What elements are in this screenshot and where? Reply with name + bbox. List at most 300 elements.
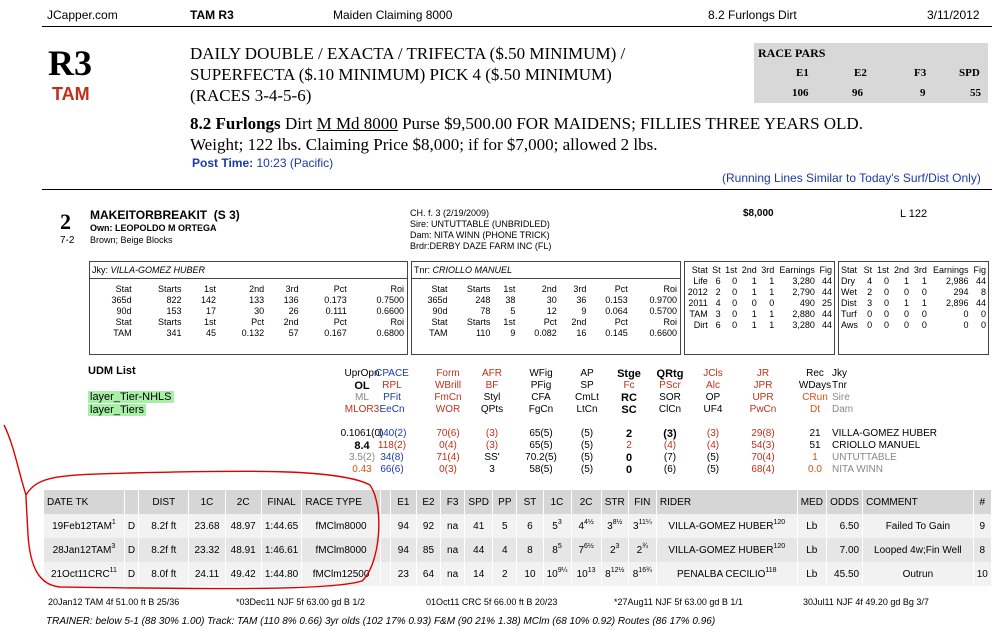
pp-value: Lb [806,520,818,532]
pp-header-cell: F3 [441,490,465,514]
pp-header-cell: E1 [390,490,416,514]
stats-cell: Roi [663,283,677,294]
pp-cell [601,538,628,562]
factor-value: AFR [482,368,502,379]
pp-superscript: 12½ [610,566,625,574]
factor-value: EeCn [379,404,405,415]
stats-cell: Fig [973,264,986,275]
stats-cell: 0 [963,308,969,319]
stats-cell: 0 [904,319,910,330]
factor-value: Form [436,368,460,379]
pp-header-cell: FIN [628,490,656,514]
stats-cell: 5 [510,305,516,316]
pp-superscript: 13 [587,566,596,574]
stats-cell: 365d [111,294,132,305]
horse-name: MAKEITORBREAKIT [90,208,208,222]
factor-value: 118(2) [377,440,407,451]
stats-row [839,275,988,286]
surface-stats-table [839,264,988,330]
factor-value: 140(2) [377,428,407,439]
pp-value-group [607,518,623,532]
stats-cell: 1 [751,319,757,330]
pp-value: 4 [502,544,508,556]
stats-cell: 0 [883,319,889,330]
stats-cell: 0 [732,297,738,308]
pp-cell [571,538,601,562]
pp-cell [827,514,863,538]
pp-value: 8.2f ft [151,520,177,532]
pp-value: 14 [473,568,485,580]
race-id: TAM R3 [190,8,234,22]
stats-cell: 57 [288,327,299,338]
owner: Own: LEOPOLDO M ORTEGA [90,223,217,233]
trainer-stats-box [411,261,681,355]
stats-row [839,297,988,308]
stats-cell: Stat [691,264,708,275]
factor-value: Stge [617,368,641,380]
stats-cell: 248 [475,294,491,305]
pp-cell [797,562,826,586]
udm-item[interactable]: layer_Tier-NHLS [90,391,172,403]
stats-cell: 1 [921,297,927,308]
race-pars-title: RACE PARS [758,46,826,60]
pp-cell [827,538,863,562]
stats-cell: 2011 [688,297,708,308]
stats-cell: Starts [157,316,182,327]
pp-value: D [127,544,136,556]
pp-value: 85 [422,544,435,556]
pp-cell [465,562,493,586]
stats-cell: Dist [841,297,857,308]
factor-value: 0.1061(0) [340,428,384,439]
pp-value-group [633,518,652,532]
factor-value: 70.2(5) [525,452,557,463]
stats-cell: 0 [921,286,927,297]
workout: 30Jul11 NJF 4f 49.20 gd Bg 3/7 [803,597,929,607]
factor-value: 0 [625,452,633,464]
pp-value: 3 [633,520,639,532]
record-stats-table [685,264,834,330]
sire: Sire: UNTUTTABLE (UNBRIDLED) [410,219,550,229]
stats-cell: 0 [732,275,738,286]
factor-value: 2 [625,428,633,440]
factor-value: JPR [753,380,773,391]
pp-value-group [578,542,594,556]
workout: *27Aug11 NJF 5f 63.00 gd B 1/1 [614,597,743,607]
stats-cell: St [712,264,721,275]
stats-cell: Turf [841,308,857,319]
section-rule [42,189,992,190]
par-header: E1 [796,67,809,79]
stats-cell: Pct [333,316,347,327]
stats-cell: 1st [203,316,216,327]
factor-value: 51 [809,440,821,451]
pp-value: fMClm8000 [315,544,367,556]
stats-cell: 2,790 [792,286,815,297]
pp-value: 10 [576,568,588,580]
factor-value: 65(5) [529,440,553,451]
pp-superscript: 8½ [612,518,623,526]
stats-cell: 8 [980,286,986,297]
pp-value: D [127,568,136,580]
factor-value: NITA WINN [832,464,883,475]
stats-cell: 0.9700 [649,294,677,305]
stats-cell: Stat [431,316,448,327]
stats-row [90,316,406,327]
factor-value: 1 [812,452,818,463]
stats-cell: TAM [429,327,448,338]
factor-value: FmCn [434,392,462,403]
pp-cell [656,514,797,538]
pp-value: 92 [422,520,435,532]
pp-value-group [668,542,786,556]
stats-cell: Starts [157,283,182,294]
stats-cell: 0 [883,308,889,319]
pp-value: 21Oct11CRC [50,568,110,580]
pp-value: Failed To Gain [885,520,950,532]
factor-value: UPR [752,392,774,403]
stats-cell: 0 [732,286,738,297]
red-circle-annotation [0,415,390,595]
pp-superscript: 4½ [584,518,594,526]
factor-value: 34(8) [380,452,404,463]
claim-price: $8,000 [743,208,774,219]
trainer-stats-line: TRAINER: below 5-1 (88 30% 1.00) Track: TAM (110 8% 0.66) 3yr olds (102 17% 0.93) F&M (90 21% 1.38) MClm (68 10% 0.92) Routes (86 17% 0.96) [46,616,716,627]
condition-surface: Dirt [284,114,313,133]
stats-cell: 133 [249,294,265,305]
stats-cell: 44 [821,286,832,297]
stats-cell: 30 [546,294,557,305]
factor-value: 65(5) [529,428,553,439]
factor-value: RPL [382,380,402,391]
stats-cell: 1 [921,275,927,286]
stats-cell: 0 [904,286,910,297]
weight: L 122 [900,208,928,220]
pp-value: na [447,568,459,580]
jockey-stats-table [90,283,406,338]
stats-row [412,305,679,316]
pp-value: 44 [473,544,485,556]
factor-value: VILLA-GOMEZ HUBER [832,428,938,439]
stats-cell: 0.7500 [376,294,404,305]
pp-value: 8 [552,544,558,556]
stats-cell: 0 [883,286,889,297]
stats-cell: 9 [581,305,587,316]
pp-cell [517,538,543,562]
factor-value: 29(8) [751,428,775,439]
stats-cell: Earnings [779,264,815,275]
pp-cell [493,538,517,562]
pp-value: na [447,544,459,556]
stats-cell: 0.167 [324,327,347,338]
stats-cell: Life [693,275,708,286]
race-pars [754,43,988,103]
stats-cell: 3rd [285,283,299,294]
par-header: F3 [914,67,927,79]
pp-superscript: 3 [557,518,562,526]
factor-value: Alc [706,380,720,391]
stats-row [685,286,834,297]
wager-line: (RACES 3-4-5-6) [190,86,312,105]
stats-cell: 2,986 [946,275,969,286]
pp-value: 94 [397,544,409,556]
stats-cell: Stat [431,283,448,294]
pp-cell [543,562,571,586]
stats-cell: 0.132 [241,327,265,338]
stats-cell: 3rd [913,264,927,275]
factor-value: 3 [489,464,495,475]
wager-line: SUPERFECTA ($.10 MINIMUM) PICK 4 ($.50 MINIMUM) [190,65,612,84]
pp-cell [517,514,543,538]
stats-cell: 1st [503,283,516,294]
stats-cell: 3 [867,297,873,308]
stats-cell: 2 [867,286,873,297]
stats-cell: 0 [883,297,889,308]
stats-cell: 9 [510,327,516,338]
stats-cell: 822 [166,294,182,305]
factor-value: PScr [659,380,681,391]
dam: Dam: NITA WINN (PHONE TRICK) [410,230,550,240]
pp-cell [628,538,656,562]
stats-row [685,264,834,275]
par-value: 9 [920,87,926,99]
stats-cell: Dry [841,275,855,286]
site-name: JCapper.com [47,8,118,22]
stats-cell: Pct [251,316,265,327]
stats-cell: 4 [715,297,721,308]
jockey-label: Jky: [92,265,109,275]
stats-cell: 0 [980,319,986,330]
pp-value: 49.42 [230,568,256,580]
factor-value: SS' [484,452,500,463]
pp-header-cell: STR [601,490,628,514]
pp-value: D [127,520,136,532]
pp-value: 24.11 [194,568,220,580]
pp-value: 7.00 [839,544,860,556]
factor-value: ML [355,392,369,403]
stats-cell: 1 [751,275,757,286]
stats-cell: Aws [841,319,858,330]
pp-superscript: 6½ [584,542,594,550]
stats-row [839,308,988,319]
pp-value: PENALBA CECILIO [677,568,766,580]
stats-cell: 6 [715,275,721,286]
stats-cell: 365d [427,294,448,305]
pp-value: 1:44.80 [264,568,299,580]
stats-cell: 2,896 [946,297,969,308]
pp-value: 5 [502,520,508,532]
pp-value: 8.0f ft [151,568,177,580]
factor-value: PwCn [749,404,777,415]
breeding: CH. f. 3 (2/19/2009) [410,208,490,218]
pp-value: VILLA-GOMEZ HUBER [668,544,774,556]
stats-cell: 0.153 [605,294,628,305]
stats-cell: Pct [614,283,628,294]
factor-value: CmLt [575,392,599,403]
pp-cell [543,514,571,538]
factor-value: (3) [485,440,499,451]
pp-value: na [447,520,459,532]
pp-cell [628,562,656,586]
stats-cell: 17 [205,305,216,316]
pp-value: 64 [422,568,435,580]
pp-cell [797,514,826,538]
pp-cell [493,562,517,586]
factor-value: (5) [580,464,594,475]
factor-value: (4) [706,440,720,451]
pp-value: 41 [473,520,485,532]
stats-cell: 0.145 [605,327,628,338]
pp-superscript: 3 [615,542,620,550]
pp-value-group [552,542,562,556]
stats-row [839,264,988,275]
stats-cell: 0.6600 [649,327,677,338]
factor-value: CRun [802,392,828,403]
factor-value: Dt [810,404,820,415]
factor-value: WOR [435,404,461,415]
pp-value: Outrun [902,568,934,580]
udm-item[interactable]: layer_Tiers [90,404,144,416]
pp-cell [543,538,571,562]
jockey-row [90,262,407,279]
stats-cell: 90d [116,305,132,316]
stats-cell: Pct [543,316,557,327]
stats-row [685,308,834,319]
stats-cell: 2nd [283,316,299,327]
stats-cell: 0 [732,308,738,319]
pp-cell [601,514,628,538]
race-conditions [190,113,980,155]
pp-header-cell: DIST [139,490,189,514]
factor-value: CPACE [375,368,409,379]
stats-row [90,294,406,305]
factor-value: WFig [529,368,553,379]
pp-value: 3 [607,520,613,532]
stats-cell: 3,280 [792,275,815,286]
factor-value: JCls [703,368,723,379]
pp-cell [797,538,826,562]
pp-value: 9 [979,520,986,532]
factor-value: UNTUTTABLE [832,452,897,463]
workout: 01Oct11 CRC 5f 66.00 ft B 20/23 [426,597,558,607]
morning-line: 7-2 [60,235,75,246]
factor-value: QRtg [656,368,684,380]
factor-value: FgCn [528,404,554,415]
pp-header-cell: FINAL [261,490,302,514]
stats-row [685,275,834,286]
pp-header-cell: RACE TYPE [302,490,380,514]
factor-value: Fc [623,380,635,391]
stats-cell: 0.6600 [376,305,404,316]
pp-value: 8.2f ft [151,544,177,556]
factor-value: RC [621,392,637,404]
pp-value: 2 [502,568,508,580]
pp-superscript: 118 [765,566,777,574]
stats-cell: 25 [821,297,832,308]
par-header: E2 [854,67,867,79]
pp-value: 48.97 [230,520,256,532]
pp-value: 10 [524,568,536,580]
stats-cell: 0 [732,319,738,330]
pp-header-cell: 1C [543,490,571,514]
factor-value: SC [621,404,637,416]
pp-cell [390,514,416,538]
pp-header-cell: 2C [571,490,601,514]
par-value: 55 [970,87,981,99]
stats-cell: 0 [980,308,986,319]
stats-cell: 0 [883,275,889,286]
pp-cell [465,514,493,538]
pp-value-group [546,566,568,580]
stats-cell: 38 [505,294,516,305]
pp-value: 5 [552,520,558,532]
stats-cell: 2nd [541,283,557,294]
factor-value: (5) [580,428,594,439]
factor-value: Jky [832,368,847,379]
workout: *03Dec11 NJF 5f 63.00 gd B 1/2 [236,597,365,607]
stats-cell: 0.111 [325,305,347,316]
stats-row [685,297,834,308]
factor-value: 71(4) [436,452,460,463]
pp-superscript: 1 [111,518,116,526]
pp-value: 1:44.65 [264,520,299,532]
stats-cell: 0 [769,297,775,308]
udm-title: UDM List [88,365,136,377]
stats-cell: 0 [867,319,873,330]
factor-value: 3.5(2) [348,452,376,463]
factor-value: 54(3) [751,440,775,451]
pp-header-cell: PP [493,490,517,514]
stats-row [412,294,679,305]
stats-row [839,286,988,297]
pp-value: 8 [979,544,986,556]
par-value: 96 [852,87,863,99]
pp-cell [517,562,543,586]
factor-value: WDays [798,380,832,391]
jockey-name: VILLA-GOMEZ HUBER [110,265,206,275]
pp-header-cell: # [973,490,991,514]
stats-cell: 45 [205,327,216,338]
stats-cell: 0 [963,319,969,330]
header-rule [42,26,992,27]
condition-class: M Md 8000 [316,114,398,133]
pp-value: 48.91 [230,544,256,556]
wager-line: DAILY DOUBLE / EXACTA / TRIFECTA ($.50 MINIMUM) / [190,44,626,63]
factor-value: LtCn [576,404,598,415]
stats-cell: Stat [115,316,132,327]
pp-value-group [668,518,786,532]
factor-value: (6) [663,464,677,475]
pp-cell [390,538,416,562]
stats-cell: 1 [904,297,910,308]
pp-header-cell: ST [517,490,543,514]
stats-cell: 0 [921,308,927,319]
factor-value: (4) [663,440,677,451]
pp-header-cell: COMMENT [863,490,974,514]
stats-cell: 2nd [571,316,587,327]
factor-value: 8.4 [354,440,370,452]
pp-value-group [605,566,625,580]
pp-value: 23.32 [194,544,220,556]
stats-cell: 0 [867,308,873,319]
stats-cell: 16 [576,327,587,338]
pp-superscript: 3 [111,542,116,550]
pp-cell [863,514,974,538]
par-header: SPD [959,67,980,79]
stats-cell: 1 [769,286,775,297]
surface-stats-box [838,261,989,355]
factor-value: OL [354,380,370,392]
